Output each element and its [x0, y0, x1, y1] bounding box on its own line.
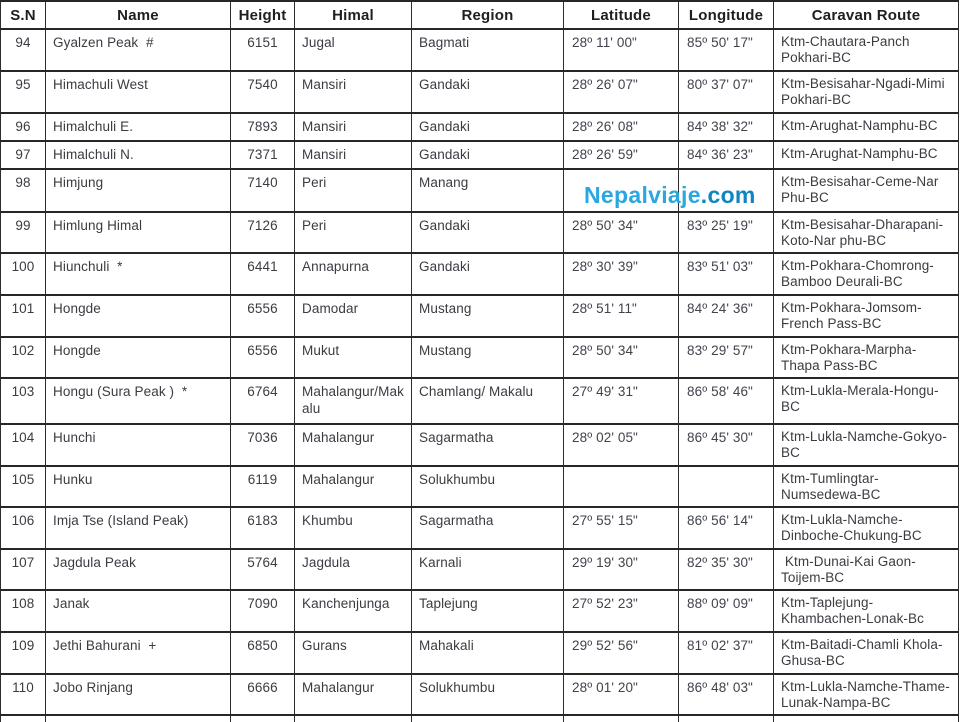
cell-name: Himachuli West: [46, 71, 231, 113]
cell-region: Gandaki: [412, 253, 564, 295]
table-row: [1, 29, 959, 71]
cell-sn: 98: [1, 169, 46, 212]
cell-himal: Annapurna: [295, 253, 412, 295]
cell-lon: 85º 50' 17": [679, 29, 774, 71]
cell-himal: Peri: [295, 169, 412, 212]
cell-himal: Kanchenjunga: [295, 590, 412, 632]
cell-route: [774, 715, 959, 722]
cell-height: 7126: [231, 212, 295, 253]
watermark-name: Nepalviaje: [584, 182, 701, 208]
cell-name: Himjung: [46, 169, 231, 212]
cell-himal: Jagdula: [295, 549, 412, 590]
cell-height: 7140: [231, 169, 295, 212]
cell-region: Karnali: [412, 549, 564, 590]
cell-lat: 28º 26' 08": [564, 113, 679, 141]
cell-name: Hongu (Sura Peak ) *: [46, 378, 231, 424]
table-row: [1, 253, 959, 295]
cell-region: Mahakali: [412, 632, 564, 674]
table-row: [1, 378, 959, 424]
cell-region: Mustang: [412, 337, 564, 378]
cell-route: Ktm-Pokhara-Chomrong-Bamboo Deurali-BC: [774, 253, 959, 295]
cell-himal: Khumbu: [295, 507, 412, 549]
table-row: [1, 424, 959, 466]
cell-lat: 29º 19' 30": [564, 549, 679, 590]
cell-sn: 107: [1, 549, 46, 590]
cell-sn: 97: [1, 141, 46, 169]
column-header-name: Name: [46, 1, 231, 29]
cell-region: Gandaki: [412, 212, 564, 253]
cell-sn: 102: [1, 337, 46, 378]
cell-name: Janak: [46, 590, 231, 632]
table-row: [1, 466, 959, 507]
cell-route: Ktm-Besisahar-Ceme-Nar Phu-BC: [774, 169, 959, 212]
cell-lon: 81º 02' 37": [679, 632, 774, 674]
cell-himal: Gurans: [295, 632, 412, 674]
cell-sn: 106: [1, 507, 46, 549]
cell-height: 6666: [231, 674, 295, 715]
cell-name: Hongde: [46, 295, 231, 337]
cell-name: Hunchi: [46, 424, 231, 466]
table-row: [1, 295, 959, 337]
table-row: [1, 507, 959, 549]
cell-name: Gyalzen Peak #: [46, 29, 231, 71]
cell-region: Solukhumbu: [412, 674, 564, 715]
table-row: [1, 113, 959, 141]
cell-name: Himalchuli N.: [46, 141, 231, 169]
table-row: [1, 141, 959, 169]
cell-sn: 101: [1, 295, 46, 337]
column-header-lat: Latitude: [564, 1, 679, 29]
cell-route: Ktm-Pokhara-Marpha-Thapa Pass-BC: [774, 337, 959, 378]
cell-lat: 29º 52' 56": [564, 632, 679, 674]
cell-lat: 28º 30' 39": [564, 253, 679, 295]
cell-himal: Mukut: [295, 337, 412, 378]
cell-lon: 83º 29' 57": [679, 337, 774, 378]
table-body: [1, 29, 959, 722]
cell-height: 6183: [231, 507, 295, 549]
column-header-sn: S.N: [1, 1, 46, 29]
cell-route: Ktm-Lukla-Namche-Gokyo-BC: [774, 424, 959, 466]
cell-himal: Jugal: [295, 29, 412, 71]
cell-route: Ktm-Dunai-Kai Gaon-Toijem-BC: [774, 549, 959, 590]
cell-lat: 27º 55' 15": [564, 507, 679, 549]
cell-himal: [295, 715, 412, 722]
watermark-tld: .com: [700, 182, 756, 208]
cell-lat: 28º 50' 34": [564, 337, 679, 378]
cell-lat: 27º 52' 23": [564, 590, 679, 632]
cell-name: Hiunchuli *: [46, 253, 231, 295]
cell-himal: Mahalangur: [295, 466, 412, 507]
cell-lon: 86º 58' 46": [679, 378, 774, 424]
cell-route: Ktm-Arughat-Namphu-BC: [774, 141, 959, 169]
cell-lat: 28º 51' 11": [564, 295, 679, 337]
cell-sn: 100: [1, 253, 46, 295]
cell-lon: 84º 36' 23": [679, 141, 774, 169]
cell-height: 5764: [231, 549, 295, 590]
cell-himal: Mansiri: [295, 71, 412, 113]
cell-height: 7371: [231, 141, 295, 169]
cell-sn: 108: [1, 590, 46, 632]
cell-region: [412, 715, 564, 722]
cell-himal: Damodar: [295, 295, 412, 337]
cell-route: Ktm-Taplejung-Khambachen-Lonak-Bc: [774, 590, 959, 632]
table-row: [1, 337, 959, 378]
cell-himal: Mahalangur: [295, 424, 412, 466]
cell-route: Ktm-Besisahar-Dharapani-Koto-Nar phu-BC: [774, 212, 959, 253]
cell-region: Gandaki: [412, 113, 564, 141]
cell-route: Ktm-Baitadi-Chamli Khola-Ghusa-BC: [774, 632, 959, 674]
cell-lon: 82º 35' 30": [679, 549, 774, 590]
cell-height: 7893: [231, 113, 295, 141]
cell-height: 6556: [231, 295, 295, 337]
cell-region: Chamlang/ Makalu: [412, 378, 564, 424]
cell-lon: [679, 466, 774, 507]
cell-lat: 28º 02' 05": [564, 424, 679, 466]
cell-lat: 28º 50' 34": [564, 212, 679, 253]
cell-lon: 84º 38' 32": [679, 113, 774, 141]
cell-lon: [679, 715, 774, 722]
cell-lon: 86º 56' 14": [679, 507, 774, 549]
cell-sn: 95: [1, 71, 46, 113]
cell-sn: 103: [1, 378, 46, 424]
cell-himal: Mahalangur/Makalu: [295, 378, 412, 424]
cell-height: 7036: [231, 424, 295, 466]
watermark-logo: [584, 182, 756, 209]
cell-lat: 28º 11' 00": [564, 29, 679, 71]
cell-sn: 109: [1, 632, 46, 674]
cell-region: Sagarmatha: [412, 507, 564, 549]
cell-height: 6119: [231, 466, 295, 507]
cell-name: Jethi Bahurani +: [46, 632, 231, 674]
cell-height: 7090: [231, 590, 295, 632]
table-row: [1, 169, 959, 212]
table-row: [1, 71, 959, 113]
column-header-himal: Himal: [295, 1, 412, 29]
cell-region: Sagarmatha: [412, 424, 564, 466]
cell-himal: Mahalangur: [295, 674, 412, 715]
table-row: [1, 674, 959, 715]
cell-lat: [564, 466, 679, 507]
cell-himal: Mansiri: [295, 141, 412, 169]
cell-sn: [1, 715, 46, 722]
cell-route: Ktm-Lukla-Namche-Thame-Lunak-Nampa-BC: [774, 674, 959, 715]
cell-name: Hongde: [46, 337, 231, 378]
cell-name: Hunku: [46, 466, 231, 507]
cell-region: Gandaki: [412, 71, 564, 113]
cell-himal: Mansiri: [295, 113, 412, 141]
cell-lon: 84º 24' 36": [679, 295, 774, 337]
table-row: [1, 632, 959, 674]
cell-lat: 27º 49' 31": [564, 378, 679, 424]
cell-height: 6441: [231, 253, 295, 295]
cell-route: Ktm-Chautara-Panch Pokhari-BC: [774, 29, 959, 71]
cell-lon: 83º 25' 19": [679, 212, 774, 253]
cell-lon: 80º 37' 07": [679, 71, 774, 113]
cell-route: Ktm-Lukla-Merala-Hongu-BC: [774, 378, 959, 424]
cell-height: 7540: [231, 71, 295, 113]
cell-route: Ktm-Pokhara-Jomsom-French Pass-BC: [774, 295, 959, 337]
header-row: [1, 1, 959, 29]
table-row: [1, 212, 959, 253]
cell-route: Ktm-Besisahar-Ngadi-Mimi Pokhari-BC: [774, 71, 959, 113]
cell-lon: 86º 45' 30": [679, 424, 774, 466]
cell-lon: 86º 48' 03": [679, 674, 774, 715]
cell-name: Imja Tse (Island Peak): [46, 507, 231, 549]
cell-sn: 96: [1, 113, 46, 141]
cell-lat: 28º 01' 20": [564, 674, 679, 715]
cell-sn: 99: [1, 212, 46, 253]
column-header-lon: Longitude: [679, 1, 774, 29]
partial-bottom-row: [1, 715, 959, 722]
cell-height: [231, 715, 295, 722]
cell-region: Gandaki: [412, 141, 564, 169]
cell-name: Himlung Himal: [46, 212, 231, 253]
cell-sn: 105: [1, 466, 46, 507]
cell-name: [46, 715, 231, 722]
table-row: [1, 590, 959, 632]
cell-sn: 94: [1, 29, 46, 71]
cell-name: Himalchuli E.: [46, 113, 231, 141]
cell-route: Ktm-Tumlingtar-Numsedewa-BC: [774, 466, 959, 507]
cell-region: Taplejung: [412, 590, 564, 632]
cell-region: Bagmati: [412, 29, 564, 71]
column-header-route: Caravan Route: [774, 1, 959, 29]
cell-lat: [564, 715, 679, 722]
cell-height: 6556: [231, 337, 295, 378]
table-row: [1, 549, 959, 590]
cell-lat: 28º 26' 59": [564, 141, 679, 169]
column-header-height: Height: [231, 1, 295, 29]
cell-route: Ktm-Lukla-Namche-Dinboche-Chukung-BC: [774, 507, 959, 549]
cell-height: 6850: [231, 632, 295, 674]
cell-region: Mustang: [412, 295, 564, 337]
cell-region: Solukhumbu: [412, 466, 564, 507]
column-header-region: Region: [412, 1, 564, 29]
cell-lat: 28º 26' 07": [564, 71, 679, 113]
cell-route: Ktm-Arughat-Namphu-BC: [774, 113, 959, 141]
cell-name: Jagdula Peak: [46, 549, 231, 590]
cell-sn: 110: [1, 674, 46, 715]
cell-sn: 104: [1, 424, 46, 466]
cell-region: Manang: [412, 169, 564, 212]
cell-lon: 88º 09' 09": [679, 590, 774, 632]
cell-himal: Peri: [295, 212, 412, 253]
cell-height: 6764: [231, 378, 295, 424]
cell-name: Jobo Rinjang: [46, 674, 231, 715]
cell-height: 6151: [231, 29, 295, 71]
cell-lon: 83º 51' 03": [679, 253, 774, 295]
